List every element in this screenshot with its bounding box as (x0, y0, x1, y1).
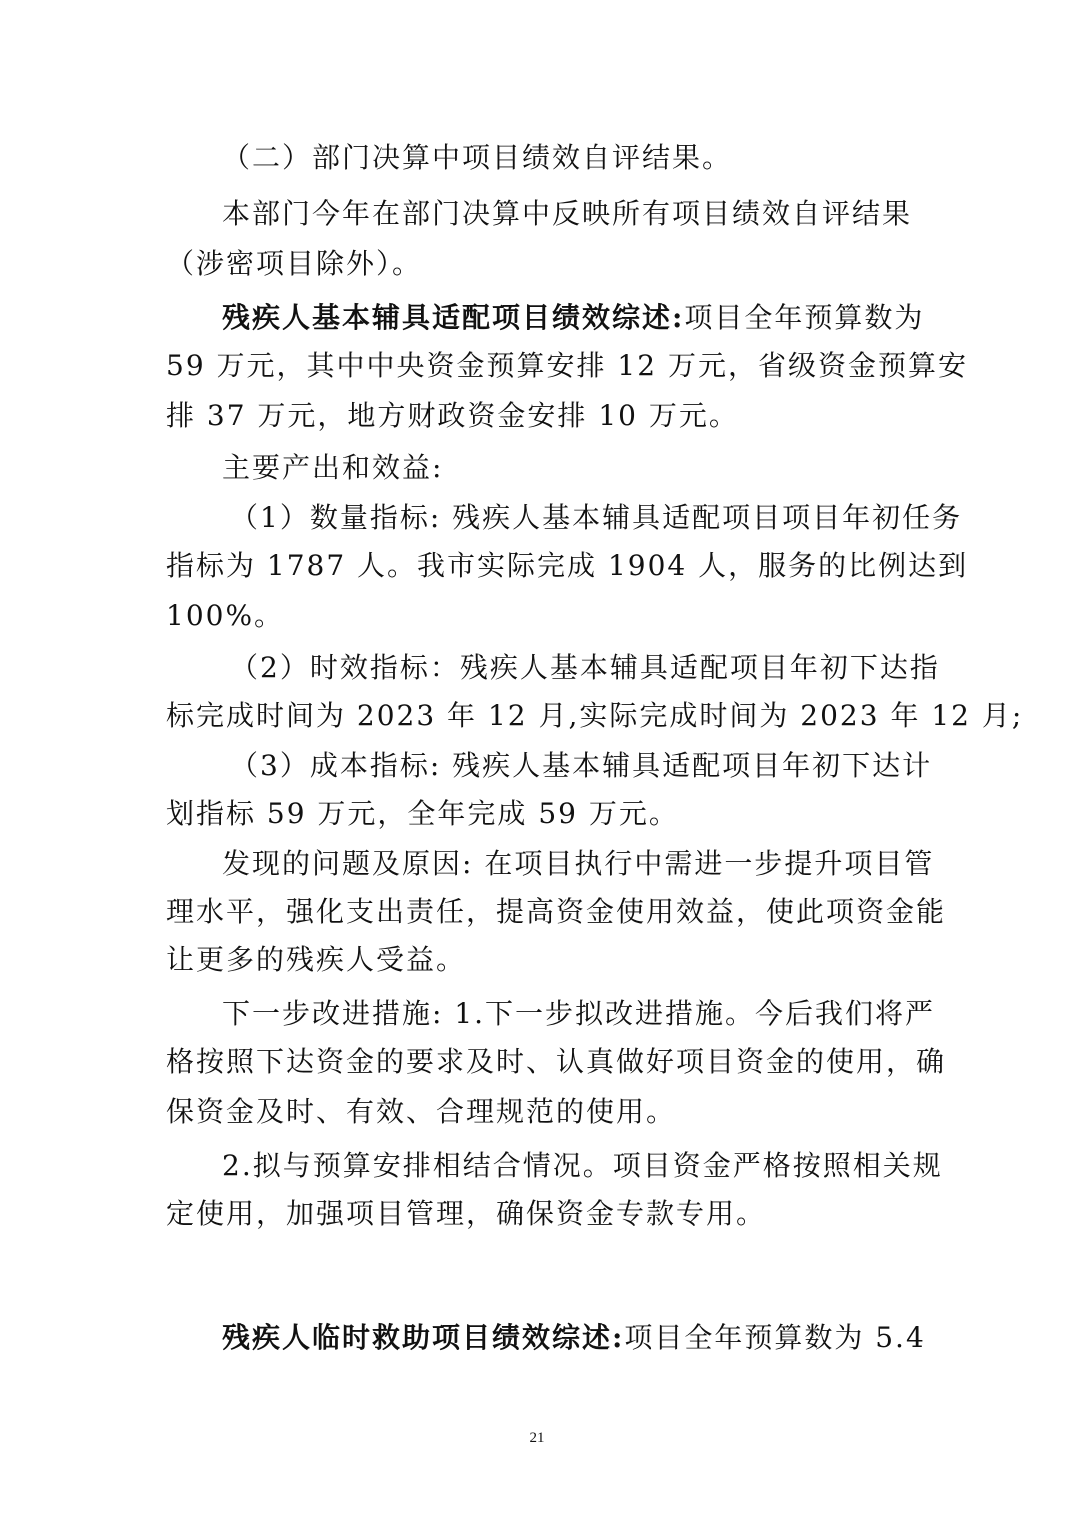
paragraph-line: 标完成时间为 2023 年 12 月,实际完成时间为 2023 年 12 月; (166, 699, 1024, 732)
paragraph-line: 格按照下达资金的要求及时、认真做好项目资金的使用，确 (166, 1045, 947, 1078)
paragraph-line: 2.拟与预算安排相结合情况。项目资金严格按照相关规 (222, 1149, 943, 1182)
paragraph-line: 主要产出和效益: (222, 451, 444, 484)
page-number: 21 (529, 1430, 545, 1446)
paragraph-line: （2）时效指标：残疾人基本辅具适配项目年初下达指 (230, 651, 940, 684)
paragraph-line: （3）成本指标: 残疾人基本辅具适配项目年初下达计 (230, 749, 933, 782)
paragraph-line: 划指标 59 万元，全年完成 59 万元。 (166, 797, 679, 830)
paragraph-line: 理水平，强化支出责任，提高资金使用效益，使此项资金能 (166, 895, 947, 928)
paragraph-line: 下一步改进措施: 1.下一步拟改进措施。今后我们将严 (222, 997, 936, 1030)
paragraph-line: 让更多的残疾人受益。 (166, 943, 467, 976)
paragraph-line: 排 37 万元，地方财政资金安排 10 万元。 (166, 399, 739, 432)
paragraph-line: 保资金及时、有效、合理规范的使用。 (166, 1095, 677, 1128)
paragraph-line: 残疾人基本辅具适配项目绩效综述:项目全年预算数为 (222, 301, 925, 334)
paragraph-line: （涉密项目除外）。 (166, 247, 423, 280)
paragraph-line: 100%。 (166, 599, 285, 632)
paragraph-line: 59 万元，其中中央资金预算安排 12 万元，省级资金预算安 (166, 349, 968, 382)
project-title: 残疾人临时救助项目绩效综述: (222, 1321, 625, 1354)
paragraph-line: 定使用，加强项目管理，确保资金专款专用。 (166, 1197, 767, 1230)
paragraph-line: 指标为 1787 人。我市实际完成 1904 人，服务的比例达到 (166, 549, 969, 582)
project-title: 残疾人基本辅具适配项目绩效综述: (222, 301, 685, 334)
paragraph-line: 本部门今年在部门决算中反映所有项目绩效自评结果 (222, 197, 913, 230)
section-heading: （二）部门决算中项目绩效自评结果。 (222, 141, 733, 174)
paragraph-line: 发现的问题及原因: 在项目执行中需进一步提升项目管 (222, 847, 935, 880)
paragraph-line: （1）数量指标: 残疾人基本辅具适配项目项目年初任务 (230, 501, 963, 534)
paragraph-line: 残疾人临时救助项目绩效综述:项目全年预算数为 5.4 (222, 1321, 926, 1354)
